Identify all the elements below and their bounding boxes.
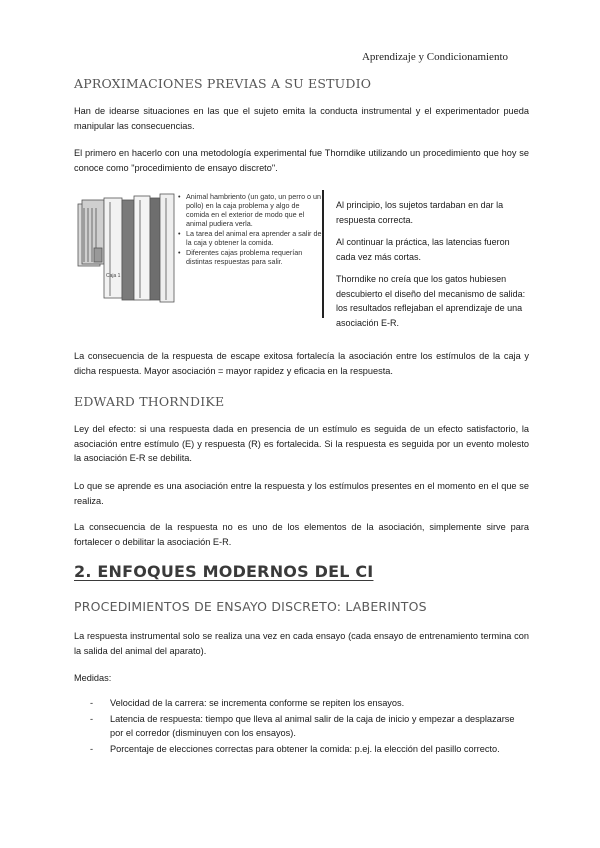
image-bullet-item: • Animal hambriento (un gato, un perro o un pollo) en la caja problema y algo de comida en el exterior de modo que el animal pudiera verla. bbox=[178, 192, 323, 228]
image-bullet-item: • Diferentes cajas problema requerían distintas respuestas para salir. bbox=[178, 248, 323, 266]
measures-list bbox=[88, 696, 528, 757]
image-bullet-item: • La tarea del animal era aprender a salir de la caja y obtener la comida. bbox=[178, 229, 323, 247]
caja-label: Caja 1 bbox=[106, 273, 121, 279]
puzzle-box-illustration bbox=[74, 188, 178, 318]
puzzle-box-image bbox=[74, 188, 322, 318]
figure-notes bbox=[336, 198, 530, 338]
measures-label: Medidas: bbox=[74, 673, 112, 683]
figure-note: Al continuar la práctica, las latencias fueron cada vez más cortas. bbox=[336, 237, 510, 262]
paragraph-consequence: La consecuencia de la respuesta de escape exitosa fortalecía la asociación entre los estímulos de la caja y dicha respuesta. Mayor asociación = mayor rapidez y eficacia en la respuesta. bbox=[74, 351, 529, 376]
paragraph-respuesta-instrumental: La respuesta instrumental solo se realiza una vez en cada ensayo (cada ensayo de entrenamiento termina con la salida del animal del aparato). bbox=[74, 631, 529, 656]
figure-note: Al principio, los sujetos tardaban en dar la respuesta correcta. bbox=[336, 200, 504, 225]
paragraph-consecuencia: La consecuencia de la respuesta no es uno de los elementos de la asociación, simplemente sirve para fortalecer o debilitar la asociación E-R. bbox=[74, 522, 529, 547]
section-title-thorndike: EDWARD THORNDIKE bbox=[74, 394, 225, 409]
measure-item: - Latencia de respuesta: tiempo que lleva al animal salir de la caja de inicio y empezar a desplazarse por el corredor (disminuyen con los ensayos). bbox=[88, 712, 528, 741]
paragraph-intro: Han de idearse situaciones en las que el sujeto emita la conducta instrumental y el experimentador pueda manipular las consecuencias. bbox=[74, 106, 529, 131]
measure-item: - Velocidad de la carrera: se incrementa conforme se repiten los ensayos. bbox=[88, 696, 528, 711]
paragraph-ley-efecto: Ley del efecto: si una respuesta dada en presencia de un estímulo es seguida de un efecto satisfactorio, la asociación entre estímulo (E) y respuesta (R) es fortalecida. Si la respuesta es seguida por un evento molesto la asociación E-R se debilita. bbox=[74, 424, 529, 463]
figure-divider bbox=[322, 190, 324, 318]
paragraph-thorndike-method: El primero en hacerlo con una metodología experimental fue Thorndike utilizando un procedimiento que hoy se conoce como "procedimiento de ensayo discreto". bbox=[74, 148, 529, 173]
puzzle-box-figure bbox=[74, 188, 530, 340]
measure-item: - Porcentaje de elecciones correctas para obtener la comida: p.ej. la elección del pasillo correcto. bbox=[88, 742, 528, 757]
section-title-aproximaciones: APROXIMACIONES PREVIAS A SU ESTUDIO bbox=[74, 76, 372, 91]
image-bullet-list bbox=[178, 192, 323, 267]
section-title-enfoques: 2. ENFOQUES MODERNOS DEL CI bbox=[74, 562, 374, 581]
running-header: Aprendizaje y Condicionamiento bbox=[361, 51, 508, 63]
section-title-laberintos: PROCEDIMIENTOS DE ENSAYO DISCRETO: LABERINTOS bbox=[74, 599, 427, 614]
figure-note: Thorndike no creía que los gatos hubiesen descubierto el diseño del mecanismo de salida: los resultados reflejaban el aprendizaje de una asociación E-R. bbox=[336, 274, 526, 328]
paragraph-asociacion: Lo que se aprende es una asociación entre la respuesta y los estímulos presentes en el momento en el que se realiza. bbox=[74, 481, 529, 506]
